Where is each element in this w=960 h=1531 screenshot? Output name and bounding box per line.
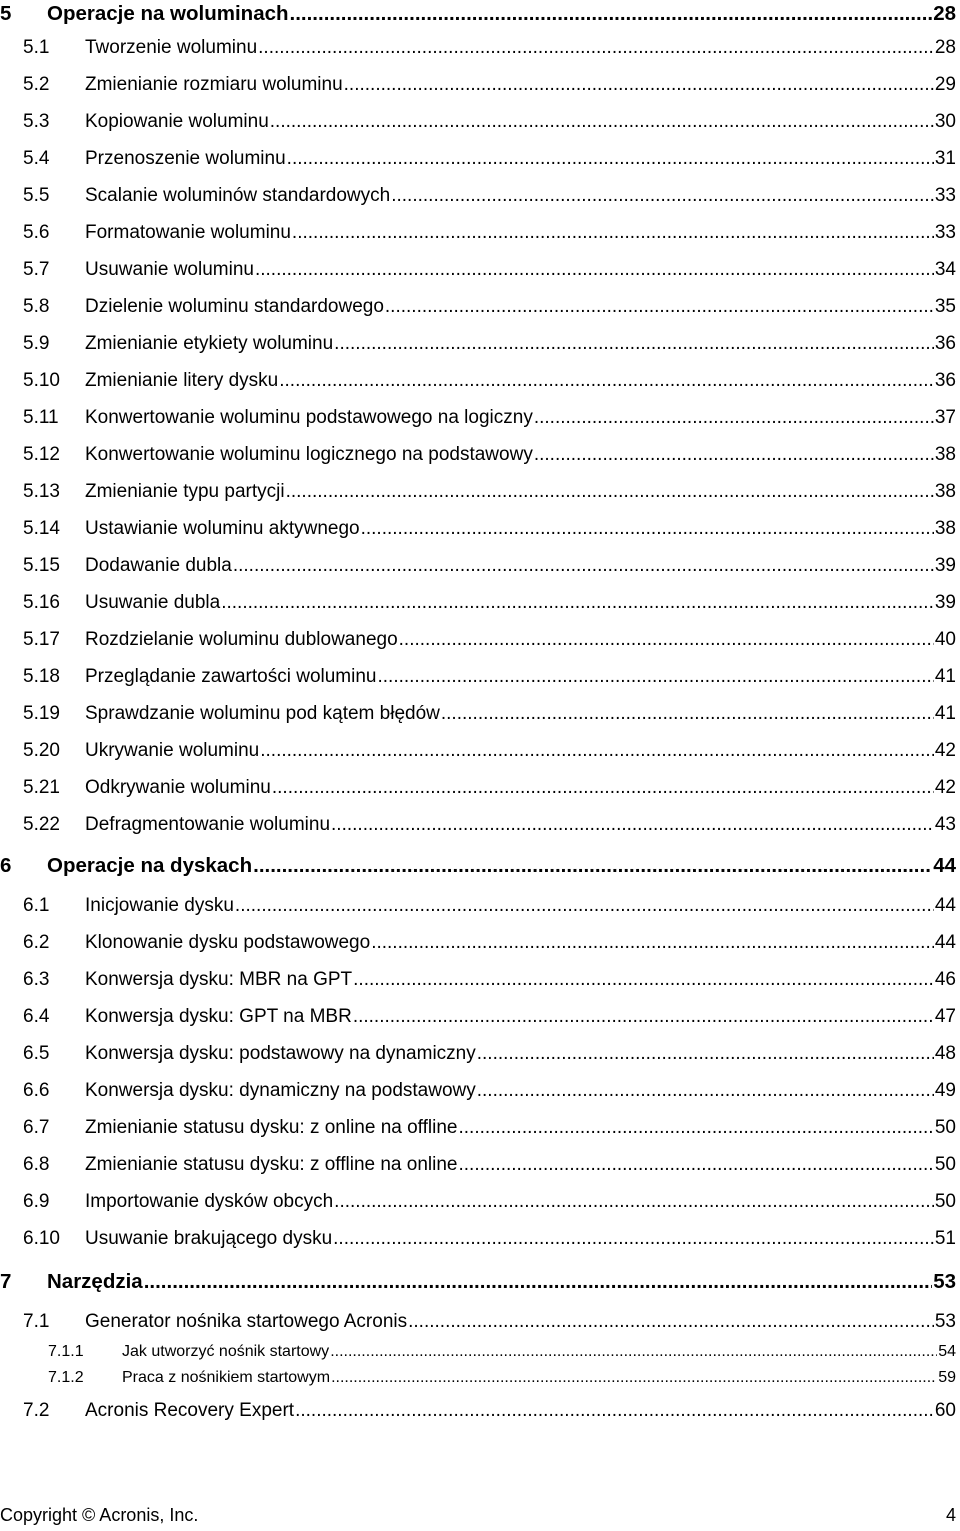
footer-copyright: Copyright © Acronis, Inc. bbox=[0, 1505, 199, 1525]
toc-entry-title[interactable]: Konwertowanie woluminu podstawowego na logiczny bbox=[85, 407, 533, 428]
toc-entry-number: 5.15 bbox=[23, 555, 60, 576]
toc-entry[interactable] bbox=[48, 1343, 956, 1361]
dot-leader bbox=[534, 407, 934, 429]
toc-entry-number: 5.9 bbox=[23, 333, 50, 354]
toc-entry-title[interactable]: Acronis Recovery Expert bbox=[85, 1400, 295, 1421]
toc-entry[interactable] bbox=[23, 932, 956, 954]
toc-entry-page[interactable]: 36 bbox=[934, 333, 956, 354]
toc-entry-number: 5.2 bbox=[23, 74, 50, 95]
dot-leader bbox=[270, 111, 934, 133]
toc-entry-title[interactable]: Zmienianie etykiety woluminu bbox=[85, 333, 334, 354]
dot-leader bbox=[331, 1369, 937, 1387]
toc-entry-number: 7.2 bbox=[23, 1400, 50, 1421]
toc-entry-page[interactable]: 44 bbox=[933, 854, 956, 877]
toc-entry-title[interactable]: Odkrywanie woluminu bbox=[85, 777, 271, 798]
dot-leader bbox=[144, 1270, 932, 1294]
toc-entry-page[interactable]: 49 bbox=[934, 1080, 956, 1101]
toc-entry-number: 6.10 bbox=[23, 1228, 60, 1249]
toc-entry-number: 5.6 bbox=[23, 222, 50, 243]
toc-entry-title[interactable]: Zmienianie litery dysku bbox=[85, 370, 279, 391]
toc-entry-page[interactable]: 33 bbox=[934, 185, 956, 206]
toc-entry-number: 6.2 bbox=[23, 932, 50, 953]
toc-entry-page[interactable]: 43 bbox=[934, 814, 956, 835]
toc-entry-page[interactable]: 33 bbox=[934, 222, 956, 243]
toc-entry[interactable] bbox=[23, 74, 956, 96]
dot-leader bbox=[344, 74, 934, 96]
toc-entry-title[interactable]: Konwersja dysku: podstawowy na dynamiczny bbox=[85, 1043, 476, 1064]
toc-entry-page[interactable]: 44 bbox=[934, 895, 956, 916]
toc-entry-page[interactable]: 34 bbox=[934, 259, 956, 280]
toc-entry[interactable] bbox=[0, 2, 956, 26]
toc-entry-number: 6 bbox=[0, 854, 12, 877]
dot-leader bbox=[221, 592, 934, 614]
toc-entry-number: 5.8 bbox=[23, 296, 50, 317]
toc-entry-page[interactable]: 28 bbox=[933, 2, 956, 25]
toc-entry[interactable] bbox=[23, 333, 956, 355]
toc-entry-title[interactable]: Inicjowanie dysku bbox=[85, 895, 234, 916]
toc-entry-title[interactable]: Konwertowanie woluminu logicznego na podstawowy bbox=[85, 444, 533, 465]
toc-entry-title[interactable]: Importowanie dysków obcych bbox=[85, 1191, 334, 1212]
toc-entry-number: 5.18 bbox=[23, 666, 60, 687]
toc-entry-number: 5.22 bbox=[23, 814, 60, 835]
toc-entry-title[interactable]: Kopiowanie woluminu bbox=[85, 111, 269, 132]
dot-leader bbox=[286, 481, 934, 503]
toc-entry[interactable] bbox=[23, 703, 956, 725]
toc-entry-page[interactable]: 38 bbox=[934, 444, 956, 465]
toc-entry[interactable] bbox=[23, 222, 956, 244]
toc-entry[interactable] bbox=[23, 148, 956, 170]
toc-entry-page[interactable]: 39 bbox=[934, 592, 956, 613]
dot-leader bbox=[408, 1311, 934, 1333]
toc-entry-number: 7.1.2 bbox=[48, 1369, 84, 1386]
dot-leader bbox=[458, 1154, 933, 1176]
toc-entry-page[interactable]: 50 bbox=[934, 1117, 956, 1138]
toc-entry-number: 6.1 bbox=[23, 895, 50, 916]
toc-entry-page[interactable]: 59 bbox=[938, 1369, 956, 1386]
toc-entry-page[interactable]: 50 bbox=[934, 1191, 956, 1212]
toc-entry-number: 7.1.1 bbox=[48, 1343, 84, 1360]
toc-entry-page[interactable]: 42 bbox=[934, 777, 956, 798]
dot-leader bbox=[377, 666, 933, 688]
dot-leader bbox=[295, 1400, 934, 1422]
toc-entry-page[interactable]: 38 bbox=[934, 518, 956, 539]
toc-entry[interactable] bbox=[23, 370, 956, 392]
toc-entry-number: 6.5 bbox=[23, 1043, 50, 1064]
toc-entry[interactable] bbox=[23, 1154, 956, 1176]
toc-entry[interactable] bbox=[23, 1191, 956, 1213]
toc-entry-number: 5.13 bbox=[23, 481, 60, 502]
toc-entry-page[interactable]: 28 bbox=[934, 37, 956, 58]
toc-entry-page[interactable]: 29 bbox=[934, 74, 956, 95]
toc-entry[interactable] bbox=[23, 1006, 956, 1028]
toc-entry[interactable] bbox=[23, 1228, 956, 1250]
toc-entry[interactable] bbox=[23, 259, 956, 281]
toc-entry[interactable] bbox=[23, 296, 956, 318]
toc-entry[interactable] bbox=[23, 1117, 956, 1139]
dot-leader bbox=[458, 1117, 933, 1139]
toc-entry-page[interactable]: 37 bbox=[934, 407, 956, 428]
dot-leader bbox=[334, 1191, 934, 1213]
dot-leader bbox=[385, 296, 934, 318]
toc-entry-page[interactable]: 53 bbox=[934, 1311, 956, 1332]
toc-entry[interactable] bbox=[23, 444, 956, 466]
toc-entry-number: 6.8 bbox=[23, 1154, 50, 1175]
dot-leader bbox=[258, 37, 934, 59]
toc-entry-number: 6.4 bbox=[23, 1006, 50, 1027]
toc-entry-title[interactable]: Defragmentowanie woluminu bbox=[85, 814, 331, 835]
dot-leader bbox=[253, 854, 932, 878]
toc-entry-title[interactable]: Usuwanie dubla bbox=[85, 592, 221, 613]
dot-leader bbox=[330, 1343, 937, 1361]
toc-entry-number: 5 bbox=[0, 2, 12, 25]
toc-entry[interactable] bbox=[23, 895, 956, 917]
toc-entry-number: 7 bbox=[0, 1270, 12, 1293]
toc-entry[interactable] bbox=[23, 1080, 956, 1102]
toc-entry-title[interactable]: Operacje na dyskach bbox=[47, 854, 253, 877]
toc-entry-number: 5.5 bbox=[23, 185, 50, 206]
toc-entry-title[interactable]: Narzędzia bbox=[47, 1270, 143, 1293]
toc-entry[interactable] bbox=[23, 111, 956, 133]
toc-entry-number: 5.3 bbox=[23, 111, 50, 132]
toc-entry-page[interactable]: 53 bbox=[933, 1270, 956, 1293]
toc-entry-number: 5.1 bbox=[23, 37, 50, 58]
toc-entry-page[interactable]: 31 bbox=[934, 148, 956, 169]
toc-entry[interactable] bbox=[23, 185, 956, 207]
toc-entry-title[interactable]: Sprawdzanie woluminu pod kątem błędów bbox=[85, 703, 440, 724]
toc-entry-title[interactable]: Ustawianie woluminu aktywnego bbox=[85, 518, 360, 539]
toc-entry-title[interactable]: Tworzenie woluminu bbox=[85, 37, 258, 58]
toc-entry-title[interactable]: Zmienianie typu partycji bbox=[85, 481, 285, 502]
toc-entry-number: 5.16 bbox=[23, 592, 60, 613]
toc-entry-title[interactable]: Przeglądanie zawartości woluminu bbox=[85, 666, 377, 687]
toc-entry[interactable] bbox=[23, 592, 956, 614]
toc-entry-number: 6.6 bbox=[23, 1080, 50, 1101]
toc-entry-number: 5.19 bbox=[23, 703, 60, 724]
toc-entry-number: 5.11 bbox=[23, 407, 59, 428]
dot-leader bbox=[361, 518, 934, 540]
toc-entry-title[interactable]: Usuwanie brakującego dysku bbox=[85, 1228, 333, 1249]
dot-leader bbox=[477, 1080, 934, 1102]
toc-entry[interactable] bbox=[23, 37, 956, 59]
dot-leader bbox=[534, 444, 934, 466]
dot-leader bbox=[272, 777, 934, 799]
toc-entry-page[interactable]: 41 bbox=[934, 666, 956, 687]
toc-entry-number: 5.17 bbox=[23, 629, 60, 650]
toc-entry[interactable] bbox=[0, 854, 956, 878]
toc-entry-page[interactable]: 46 bbox=[934, 969, 956, 990]
toc-entry-number: 5.20 bbox=[23, 740, 60, 761]
toc-entry-title[interactable]: Konwersja dysku: MBR na GPT bbox=[85, 969, 353, 990]
toc-entry[interactable] bbox=[23, 814, 956, 836]
toc-entry-title[interactable]: Praca z nośnikiem startowym bbox=[122, 1369, 331, 1386]
toc-entry[interactable] bbox=[23, 777, 956, 799]
toc-entry-number: 6.9 bbox=[23, 1191, 50, 1212]
toc-entry[interactable] bbox=[23, 1311, 956, 1333]
toc-entry-title[interactable]: Rozdzielanie woluminu dublowanego bbox=[85, 629, 398, 650]
toc-entry[interactable] bbox=[23, 1400, 956, 1422]
dot-leader bbox=[290, 2, 933, 26]
toc-entry-number: 5.21 bbox=[23, 777, 60, 798]
dot-leader bbox=[399, 629, 934, 651]
dot-leader bbox=[334, 333, 934, 355]
toc-entry-title[interactable]: Generator nośnika startowego Acronis bbox=[85, 1311, 408, 1332]
page-footer bbox=[0, 1505, 956, 1529]
toc-entry[interactable] bbox=[48, 1369, 956, 1387]
toc-entry-page[interactable]: 36 bbox=[934, 370, 956, 391]
toc-entry-number: 5.12 bbox=[23, 444, 60, 465]
toc-entry-title[interactable]: Konwersja dysku: GPT na MBR bbox=[85, 1006, 352, 1027]
dot-leader bbox=[235, 895, 934, 917]
toc-entry-title[interactable]: Scalanie woluminów standardowych bbox=[85, 185, 391, 206]
toc-entry-title[interactable]: Operacje na woluminach bbox=[47, 2, 289, 25]
dot-leader bbox=[233, 555, 934, 577]
toc-entry-page[interactable]: 39 bbox=[934, 555, 956, 576]
toc-entry-page[interactable]: 47 bbox=[934, 1006, 956, 1027]
toc-entry[interactable] bbox=[23, 666, 956, 688]
toc-entry[interactable] bbox=[23, 969, 956, 991]
toc-entry-number: 5.7 bbox=[23, 259, 50, 280]
toc-entry-page[interactable]: 41 bbox=[934, 703, 956, 724]
dot-leader bbox=[279, 370, 934, 392]
toc-entry-page[interactable]: 60 bbox=[934, 1400, 956, 1421]
toc-entry[interactable] bbox=[23, 407, 956, 429]
toc-entry[interactable] bbox=[0, 1270, 956, 1294]
dot-leader bbox=[441, 703, 934, 725]
toc-entry-title[interactable]: Zmienianie rozmiaru woluminu bbox=[85, 74, 343, 95]
toc-entry-number: 6.7 bbox=[23, 1117, 50, 1138]
dot-leader bbox=[371, 932, 934, 954]
toc-entry-page[interactable]: 38 bbox=[934, 481, 956, 502]
dot-leader bbox=[353, 1006, 934, 1028]
toc-entry-number: 5.14 bbox=[23, 518, 60, 539]
toc-entry-number: 5.4 bbox=[23, 148, 50, 169]
toc-entry[interactable] bbox=[23, 1043, 956, 1065]
toc-entry-title[interactable]: Ukrywanie woluminu bbox=[85, 740, 260, 761]
dot-leader bbox=[287, 148, 934, 170]
toc-entry-title[interactable]: Jak utworzyć nośnik startowy bbox=[122, 1343, 330, 1360]
toc-entry-page[interactable]: 40 bbox=[934, 629, 956, 650]
dot-leader bbox=[353, 969, 934, 991]
footer-page-number: 4 bbox=[945, 1505, 956, 1525]
toc-entry-number: 6.3 bbox=[23, 969, 50, 990]
toc-entry-page[interactable]: 44 bbox=[934, 932, 956, 953]
toc-entry-title[interactable]: Konwersja dysku: dynamiczny na podstawowy bbox=[85, 1080, 476, 1101]
toc-entry-page[interactable]: 42 bbox=[934, 740, 956, 761]
dot-leader bbox=[292, 222, 934, 244]
toc-entry[interactable] bbox=[23, 555, 956, 577]
toc-entry[interactable] bbox=[23, 740, 956, 762]
toc-entry-title[interactable]: Formatowanie woluminu bbox=[85, 222, 291, 243]
toc-entry[interactable] bbox=[23, 518, 956, 540]
dot-leader bbox=[333, 1228, 934, 1250]
dot-leader bbox=[260, 740, 934, 762]
toc-entry-title[interactable]: Dzielenie woluminu standardowego bbox=[85, 296, 384, 317]
dot-leader bbox=[391, 185, 934, 207]
dot-leader bbox=[255, 259, 934, 281]
toc-entry-page[interactable]: 54 bbox=[938, 1343, 956, 1360]
toc-entry-page[interactable]: 50 bbox=[934, 1154, 956, 1175]
dot-leader bbox=[477, 1043, 934, 1065]
toc-entry-number: 5.10 bbox=[23, 370, 60, 391]
toc-entry-title[interactable]: Klonowanie dysku podstawowego bbox=[85, 932, 371, 953]
dot-leader bbox=[331, 814, 934, 836]
toc-entry-number: 7.1 bbox=[23, 1311, 50, 1332]
toc-entry-page[interactable]: 30 bbox=[934, 111, 956, 132]
toc-entry-title[interactable]: Usuwanie woluminu bbox=[85, 259, 254, 280]
toc-entry-page[interactable]: 48 bbox=[934, 1043, 956, 1064]
toc-entry-title[interactable]: Dodawanie dubla bbox=[85, 555, 232, 576]
toc-entry[interactable] bbox=[23, 629, 956, 651]
toc-entry-title[interactable]: Zmienianie statusu dysku: z online na offline bbox=[85, 1117, 458, 1138]
toc-entry-page[interactable]: 51 bbox=[934, 1228, 956, 1249]
toc-entry[interactable] bbox=[23, 481, 956, 503]
toc-entry-page[interactable]: 35 bbox=[934, 296, 956, 317]
toc-entry-title[interactable]: Zmienianie statusu dysku: z offline na online bbox=[85, 1154, 458, 1175]
toc-entry-title[interactable]: Przenoszenie woluminu bbox=[85, 148, 286, 169]
